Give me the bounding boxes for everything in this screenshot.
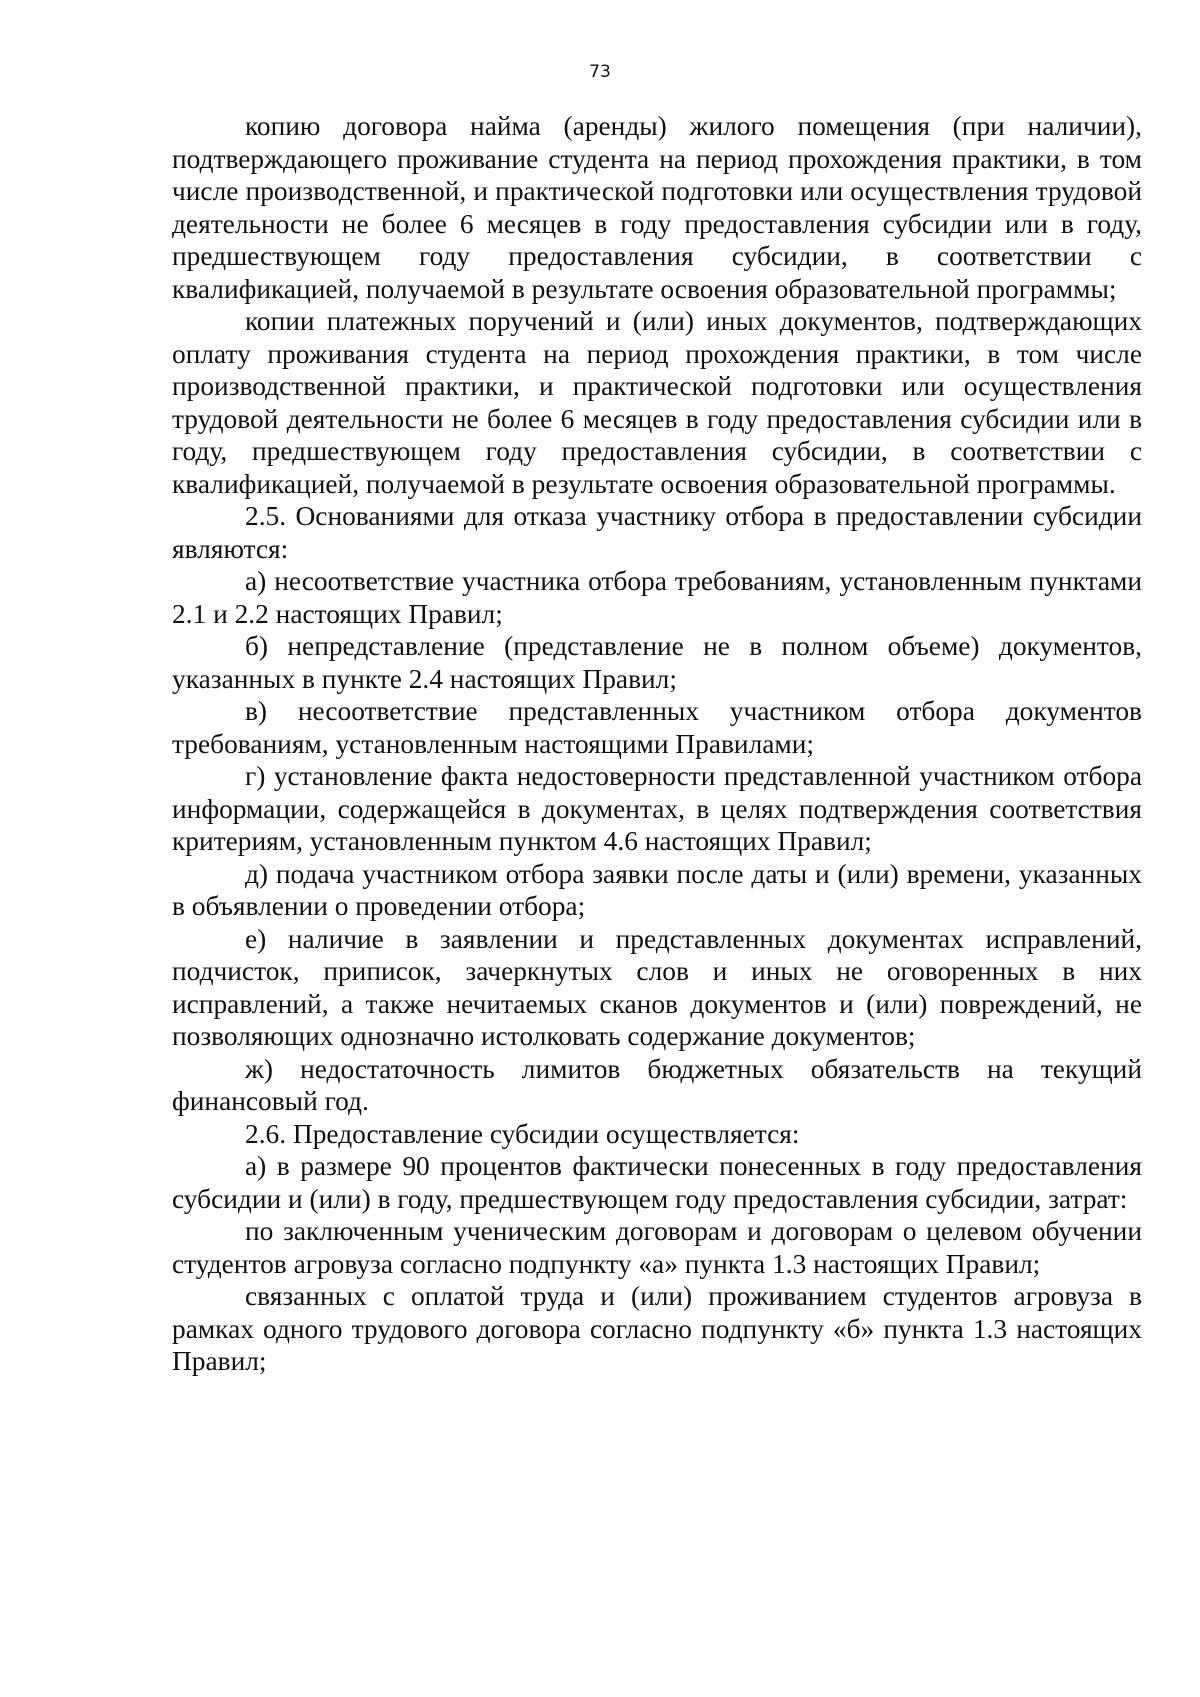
paragraph-2-5-a: а) несоответствие участника отбора требованиям, установленным пунктами 2.1 и 2.2 настоящих Правил; [172, 566, 1142, 629]
paragraph-2-5-e: е) наличие в заявлении и представленных документах исправлений, подчисток, приписок, зачеркнутых слов и иных не оговоренных в них исправлений, а также нечитаемых сканов документов и (или) повреждений, не позволяющих однозначно истолковать содержание документов; [172, 923, 1142, 1051]
page-number: 73 [589, 62, 611, 82]
paragraph-2-5-v: в) несоответствие представленных участником отбора документов требованиям, установленным настоящими Правилами; [172, 696, 1142, 759]
paragraph-2-6-heading: 2.6. Предоставление субсидии осуществляется: [245, 1118, 800, 1149]
paragraph-2-6-contracts: по заключенным ученическим договорам и договорам о целевом обучении студентов агровуза согласно подпункту «а» пункта 1.3 настоящих Правил; [172, 1216, 1142, 1279]
paragraph-2-5-heading: 2.5. Основаниями для отказа участнику отбора в предоставлении субсидии являются: [172, 501, 1142, 564]
paragraph-lease-copy: копию договора найма (аренды) жилого помещения (при наличии), подтверждающего проживание студента на период прохождения практики, в том числе производственной, и практической подготовки или осуществления трудовой деятельности не более 6 месяцев в году предоставления субсидии или в году, предшествующем году предоставления субсидии, в соответствии с квалификацией, получаемой в результате освоения образовательной программы; [172, 111, 1142, 304]
paragraph-2-5-b: б) непредставление (представление не в полном объеме) документов, указанных в пункте 2.4 настоящих Правил; [172, 631, 1142, 694]
paragraph-2-5-zh: ж) недостаточность лимитов бюджетных обязательств на текущий финансовый год. [172, 1053, 1142, 1116]
paragraph-2-5-g: г) установление факта недостоверности представленной участником отбора информации, содержащейся в документах, в целях подтверждения соответствия критериям, установленным пунктом 4.6 настоящих Правил; [172, 761, 1142, 856]
paragraph-2-6-a: а) в размере 90 процентов фактически понесенных в году предоставления субсидии и (или) в году, предшествующем году предоставления субсидии, затрат: [172, 1151, 1142, 1214]
paragraph-2-5-d: д) подача участником отбора заявки после даты и (или) времени, указанных в объявлении о проведении отбора; [172, 858, 1142, 921]
paragraph-payment-copies: копии платежных поручений и (или) иных документов, подтверждающих оплату проживания студента на период прохождения практики, в том числе производственной практики, и практической подготовки или осуществления трудовой деятельности не более 6 месяцев в году предоставления субсидии или в году, предшествующем году предоставления субсидии, в соответствии с квалификацией, получаемой в результате освоения образовательной программы. [172, 306, 1142, 499]
paragraph-2-6-labor: связанных с оплатой труда и (или) проживанием студентов агровуза в рамках одного трудового договора согласно подпункту «б» пункта 1.3 настоящих Правил; [172, 1281, 1142, 1376]
document-body [172, 110, 1142, 1378]
